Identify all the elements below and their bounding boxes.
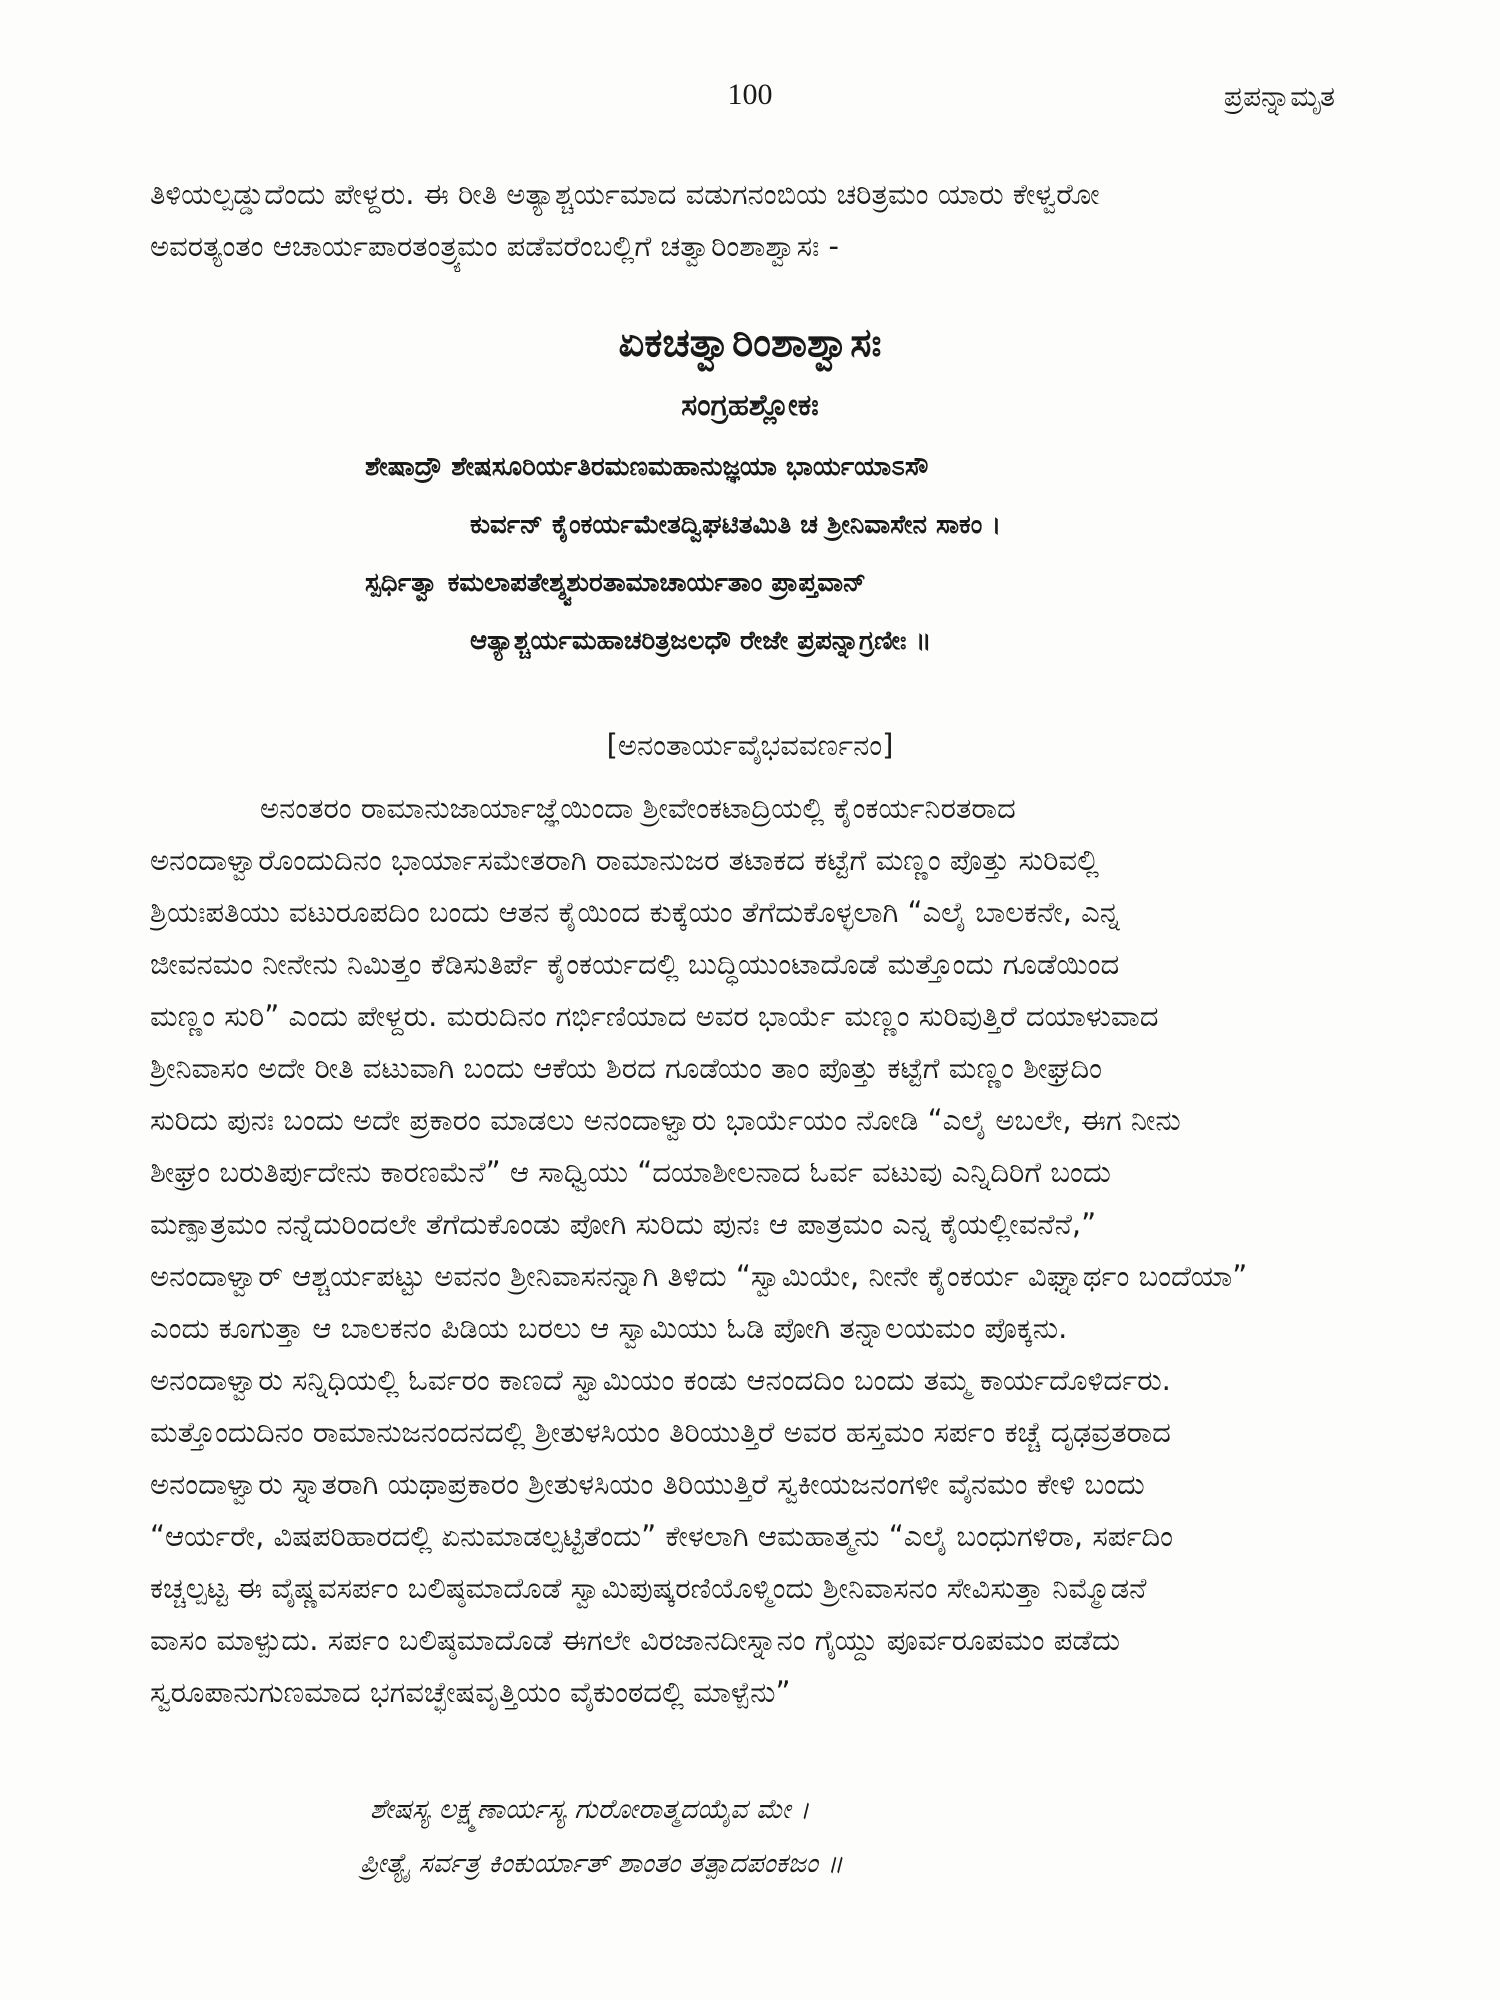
- body-line: “ಆರ್ಯರೇ, ವಿಷಪರಿಹಾರದಲ್ಲಿ ಏನುಮಾಡಲ್ಪಟ್ಟಿತೆಂದು” ಕೇಳಲಾಗಿ ಆಮಹಾತ್ಮನು “ಎಲೈ ಬಂಧುಗಳಿರಾ, ಸರ್ಪದಿಂ: [150, 1519, 1173, 1553]
- body-line: ಜೀವನಮಂ ನೀನೇನು ನಿಮಿತ್ತಂ ಕೆಡಿಸುತಿರ್ಪೆ ಕೈಂಕರ್ಯದಲ್ಲಿ ಬುದ್ಧಿಯುಂಟಾದೊಡೆ ಮತ್ತೊಂದು ಗೂಡೆಯಿಂದ: [150, 947, 1120, 981]
- chapter-subtitle: ಸಂಗ್ರಹಶ್ಲೋಕಃ: [681, 388, 819, 423]
- closing-verse-line: ಪ್ರೀತ್ಯೈ ಸರ್ವತ್ರ ಕಿಂಕುರ್ಯಾತ್ ಶಾಂತಂ ತತ್ಪಾದಪಂಕಜಂ ॥: [360, 1848, 843, 1879]
- body-line: ವಾಸಂ ಮಾಳ್ಪುದು. ಸರ್ಪಂ ಬಲಿಷ್ಠಮಾದೊಡೆ ಈಗಲೇ ವಿರಜಾನದೀಸ್ನಾನಂ ಗೈಯ್ದು ಪೂರ್ವರೂಪಮಂ ಪಡೆದು: [150, 1623, 1120, 1657]
- body-line: ಸ್ವರೂಪಾನುಗುಣಮಾದ ಭಗವಚ್ಛೇಷವೃತ್ತಿಯಂ ವೈಕುಂಠದಲ್ಲಿ ಮಾಳ್ಪೆನು”: [150, 1675, 791, 1709]
- body-line: ಮಣ್ಣಂ ಸುರಿ” ಎಂದು ಪೇಳ್ದರು. ಮರುದಿನಂ ಗರ್ಭಿಣಿಯಾದ ಅವರ ಭಾರ್ಯೆ ಮಣ್ಣಂ ಸುರಿವುತ್ತಿರೆ ದಯಾಳುವಾದ: [150, 999, 1159, 1033]
- body-line: ಶ್ರೀನಿವಾಸಂ ಅದೇ ರೀತಿ ವಟುವಾಗಿ ಬಂದು ಆಕೆಯ ಶಿರದ ಗೂಡೆಯಂ ತಾಂ ಪೊತ್ತು ಕಟ್ಟೆಗೆ ಮಣ್ಣಂ ಶೀಘ್ರದಿಂ: [150, 1051, 1102, 1085]
- chapter-title: ಏಕಚತ್ವಾರಿಂಶಾಶ್ವಾಸಃ: [618, 320, 882, 366]
- body-paragraph: [150, 782, 1350, 1718]
- body-line: ಮಣ್ಪಾತ್ರಮಂ ನನ್ನೆದುರಿಂದಲೇ ತೆಗೆದುಕೊಂಡು ಪೋಗಿ ಸುರಿದು ಪುನಃ ಆ ಪಾತ್ರಮಂ ಎನ್ನ ಕೈಯಲ್ಲೀವನೆನೆ,”: [150, 1207, 1097, 1241]
- body-line: ಅನಂದಾಳ್ವಾರು ಸ್ನಾತರಾಗಿ ಯಥಾಪ್ರಕಾರಂ ಶ್ರೀತುಳಸಿಯಂ ತಿರಿಯುತ್ತಿರೆ ಸ್ವಕೀಯಜನಂಗಳೀ ವೈನಮಂ ಕೇಳಿ ಬಂದು: [150, 1467, 1145, 1501]
- body-line: ಕಚ್ಚಲ್ಪಟ್ಟ ಈ ವೈಷ್ಣವಸರ್ಪಂ ಬಲಿಷ್ಠಮಾದೊಡೆ ಸ್ವಾಮಿಪುಷ್ಕರಣಿಯೊಳ್ಮಿಂದು ಶ್ರೀನಿವಾಸನಂ ಸೇವಿಸುತ್ತಾ ನಿಮ್ಮೊಡನೆ: [150, 1571, 1147, 1605]
- verse-line: ಕುರ್ವನ್ ಕೈಂಕರ್ಯಮೇತದ್ವಿಘಟಿತಮಿತಿ ಚ ಶ್ರೀನಿವಾಸೇನ ಸಾಕಂ ।: [470, 510, 1002, 540]
- body-line: ಸುರಿದು ಪುನಃ ಬಂದು ಅದೇ ಪ್ರಕಾರಂ ಮಾಡಲು ಅನಂದಾಳ್ವಾರು ಭಾರ್ಯೆಯಂ ನೋಡಿ “ಎಲೈ ಅಬಲೇ, ಈಗ ನೀನು: [150, 1103, 1181, 1137]
- verse-line: ಸ್ಪರ್ಧಿತ್ವಾ ಕಮಲಾಪತೇಶ್ಶ್ವಶುರತಾಮಾಚಾರ್ಯತಾಂ ಪ್ರಾಪ್ತವಾನ್: [365, 568, 866, 598]
- page-number: 100: [727, 78, 773, 111]
- body-line: ಅನಂತರಂ ರಾಮಾನುಜಾರ್ಯಾಜ್ಞೆಯಿಂದಾ ಶ್ರೀವೇಂಕಟಾದ್ರಿಯಲ್ಲಿ ಕೈಂಕರ್ಯನಿರತರಾದ: [260, 791, 1016, 825]
- body-line: ಎಂದು ಕೂಗುತ್ತಾ ಆ ಬಾಲಕನಂ ಪಿಡಿಯ ಬರಲು ಆ ಸ್ವಾಮಿಯು ಓಡಿ ಪೋಗಿ ತನ್ನಾಲಯಮಂ ಪೊಕ್ಕನು.: [150, 1311, 1068, 1345]
- running-header-title: ಪ್ರಪನ್ನಾಮೃತ: [1223, 80, 1335, 113]
- verse-line: ಶೇಷಾದ್ರೌ ಶೇಷಸೂರಿರ್ಯತಿರಮಣಮಹಾನುಜ್ಞಯಾ ಭಾರ್ಯಯಾಽಸೌ: [365, 452, 929, 482]
- section-heading: [ಅನಂತಾರ್ಯವೈಭವವರ್ಣನಂ]: [606, 728, 894, 762]
- verse-line: ಆತ್ಯಾಶ್ಚರ್ಯಮಹಾಚರಿತ್ರಜಲಧೌ ರೇಜೇ ಪ್ರಪನ್ನಾಗ್ರಣೀಃ ॥: [470, 626, 932, 656]
- closing-verse-line: ಶೇಷಸ್ಯ ಲಕ್ಷ್ಮಣಾರ್ಯಸ್ಯ ಗುರೋರಾತ್ಮದಯೈವ ಮೇ ।: [370, 1794, 810, 1825]
- intro-line: ತಿಳಿಯಲ್ಪಡ್ಡುದೆಂದು ಪೇಳ್ದರು. ಈ ರೀತಿ ಅತ್ಯಾಶ್ಚರ್ಯಮಾದ ವಡುಗನಂಬಿಯ ಚರಿತ್ರಮಂ ಯಾರು ಕೇಳ್ವರೋ: [150, 177, 1100, 211]
- intro-line: ಅವರತ್ಯಂತಂ ಆಚಾರ್ಯಪಾರತಂತ್ರ್ಯಮಂ ಪಡೆವರೆಂಬಲ್ಲಿಗೆ ಚತ್ವಾರಿಂಶಾಶ್ವಾಸಃ -: [150, 229, 839, 263]
- intro-paragraph: [150, 168, 1350, 272]
- body-line: ಅನಂದಾಳ್ವಾರು ಸನ್ನಿಧಿಯಲ್ಲಿ ಓರ್ವರಂ ಕಾಣದೆ ಸ್ವಾಮಿಯಂ ಕಂಡು ಆನಂದದಿಂ ಬಂದು ತಮ್ಮ ಕಾರ್ಯದೊಳಿರ್ದರು.: [150, 1363, 1171, 1397]
- body-line: ಶೀಘ್ರಂ ಬರುತಿರ್ಪುದೇನು ಕಾರಣಮೆನೆ” ಆ ಸಾಧ್ವಿಯು “ದಯಾಶೀಲನಾದ ಓರ್ವ ವಟುವು ಎನ್ನಿದಿರಿಗೆ ಬಂದು: [150, 1155, 1111, 1189]
- body-line: ಶ್ರಿಯಃಪತಿಯು ವಟುರೂಪದಿಂ ಬಂದು ಆತನ ಕೈಯಿಂದ ಕುಕ್ಕೆಯಂ ತೆಗೆದುಕೊಳ್ಳಲಾಗಿ “ಎಲೈ ಬಾಲಕನೇ, ಎನ್ನ: [150, 895, 1120, 929]
- body-line: ಅನಂದಾಳ್ವಾರೊಂದುದಿನಂ ಭಾರ್ಯಾಸಮೇತರಾಗಿ ರಾಮಾನುಜರ ತಟಾಕದ ಕಟ್ಟೆಗೆ ಮಣ್ಣಂ ಪೊತ್ತು ಸುರಿವಲ್ಲಿ: [150, 843, 1100, 877]
- body-line: ಮತ್ತೊಂದುದಿನಂ ರಾಮಾನುಜನಂದನದಲ್ಲಿ ಶ್ರೀತುಳಸಿಯಂ ತಿರಿಯುತ್ತಿರೆ ಅವರ ಹಸ್ತಮಂ ಸರ್ಪಂ ಕಚ್ಚೆ ದೃಢವ್ರತರಾದ: [150, 1415, 1171, 1449]
- body-line: ಅನಂದಾಳ್ವಾರ್ ಆಶ್ಚರ್ಯಪಟ್ಟು ಅವನಂ ಶ್ರೀನಿವಾಸನನ್ನಾಗಿ ತಿಳಿದು “ಸ್ವಾಮಿಯೇ, ನೀನೇ ಕೈಂಕರ್ಯ ವಿಘ್ನಾರ್ಥಂ ಬಂದೆಯಾ”: [150, 1259, 1248, 1293]
